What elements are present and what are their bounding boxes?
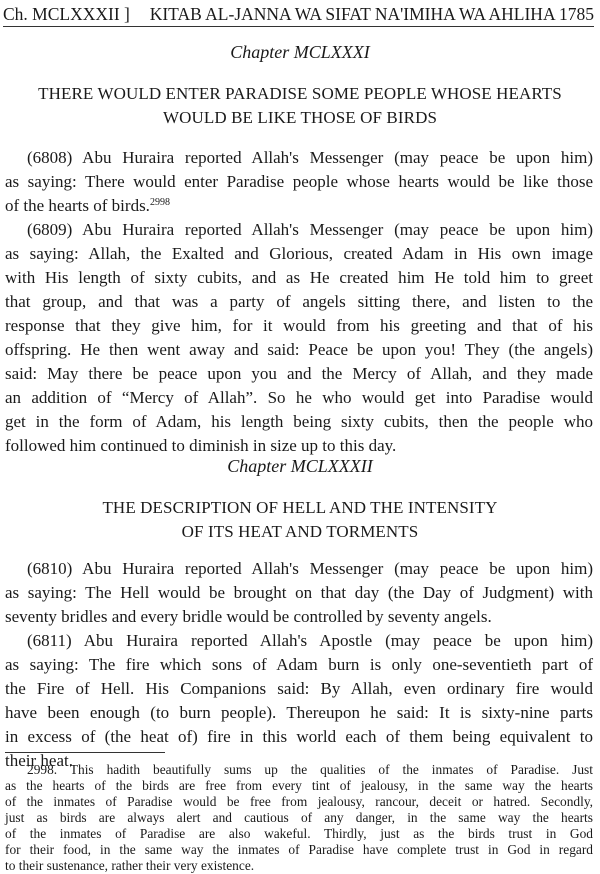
text-line: seventy bridles and every bridle would be controlled by seventy angels. xyxy=(5,607,492,626)
footnote-line: 2998. This hadith beautifully sums up the qualities of the inmates of Paradise. Just xyxy=(27,762,593,777)
chapter-label: Chapter MCLXXXII xyxy=(227,456,373,476)
footnote-line: just as birds are always alert and cautious of any danger, in the same way the hearts xyxy=(5,810,593,825)
hadith-paragraph-6810 xyxy=(5,557,593,629)
text-line: in excess of (the heat of) fire in this world each of them being equivalent to xyxy=(5,727,593,746)
footnote-2998 xyxy=(5,762,593,874)
text-line: as saying: The Hell would be brought on that day (the Day of Judgment) with xyxy=(5,583,593,602)
hadith-paragraph-6809 xyxy=(5,218,593,458)
text-line xyxy=(5,194,593,218)
running-head-title-page-number: KITAB AL-JANNA WA SIFAT NA'IMIHA WA AHLIHA 1785 xyxy=(149,4,594,24)
footnote-line: of the inmates of Paradise would be free from jealousy, rancour, deceit or hatred. Secondly, xyxy=(5,794,593,809)
text-line: (6808) Abu Huraira reported Allah's Messenger (may peace be upon him) xyxy=(27,148,593,167)
text-line: have been enough (to burn people). Thereupon he said: It is sixty-nine parts xyxy=(5,703,593,722)
text-line: (6811) Abu Huraira reported Allah's Apostle (may peace be upon him) xyxy=(27,631,593,650)
chapter-heading-line: WOULD BE LIKE THOSE OF BIRDS xyxy=(162,108,437,127)
chapter-heading xyxy=(20,496,580,544)
text-line: the Fire of Hell. His Companions said: By Allah, even ordinary fire would xyxy=(5,679,593,698)
chapter-heading xyxy=(20,82,580,130)
chapter-heading-line: OF ITS HEAT AND TORMENTS xyxy=(181,522,419,541)
footnote-line: as the hearts of the birds are free from every tint of jealousy, in the same way the hearts xyxy=(5,778,593,793)
text-line: (6809) Abu Huraira reported Allah's Messenger (may peace be upon him) xyxy=(27,220,593,239)
running-head xyxy=(3,2,594,27)
chapter-heading-line: THERE WOULD ENTER PARADISE SOME PEOPLE WHOSE HEARTS xyxy=(38,84,562,103)
text-line: followed him continued to diminish in size up to this day. xyxy=(5,436,397,455)
footnote-line: to their sustenance, rather their very existence. xyxy=(5,858,255,873)
text-line: (6810) Abu Huraira reported Allah's Messenger (may peace be upon him) xyxy=(27,559,593,578)
text-line-content: of the hearts of birds. xyxy=(5,196,150,215)
footnote-line: of the inmates of Paradise are also wakeful. Thirdly, just as the birds trust in God xyxy=(5,826,593,841)
chapter-heading-line: THE DESCRIPTION OF HELL AND THE INTENSITY xyxy=(102,498,498,517)
running-head-chapter: Ch. MCLXXXII ] xyxy=(3,4,130,24)
text-line: response that they give him, for it would from his greeting and that of his xyxy=(5,316,593,335)
text-line: as saying: There would enter Paradise people whose hearts would be like those xyxy=(5,172,593,191)
text-line: as saying: The fire which sons of Adam burn is only one-seventieth part of xyxy=(5,655,593,674)
footnote-line: for their food, in the same way the inmates of Paradise have complete trust in God in regard xyxy=(5,842,593,857)
hadith-paragraph-6808 xyxy=(5,146,593,218)
text-line: offspring. He then went away and said: Peace be upon you! They (the angels) xyxy=(5,340,593,359)
footnote-divider xyxy=(5,752,165,753)
text-line: an addition of “Mercy of Allah”. So he who would get into Paradise would xyxy=(5,388,593,407)
chapter-label: Chapter MCLXXXI xyxy=(230,42,370,62)
text-line: as saying: Allah, the Exalted and Glorious, created Adam in His own image xyxy=(5,244,593,263)
footnote-reference: 2998 xyxy=(149,197,170,208)
text-line: said: May there be peace upon you and the Mercy of Allah, and they made xyxy=(5,364,593,383)
text-line: their heat. xyxy=(5,751,73,770)
text-line: with His length of sixty cubits, and as He created him He told him to greet xyxy=(5,268,593,287)
text-line: that group, and that was a party of angels sitting there, and listen to the xyxy=(5,292,593,311)
text-line: get in the form of Adam, his length being sixty cubits, then the people who xyxy=(5,412,593,431)
